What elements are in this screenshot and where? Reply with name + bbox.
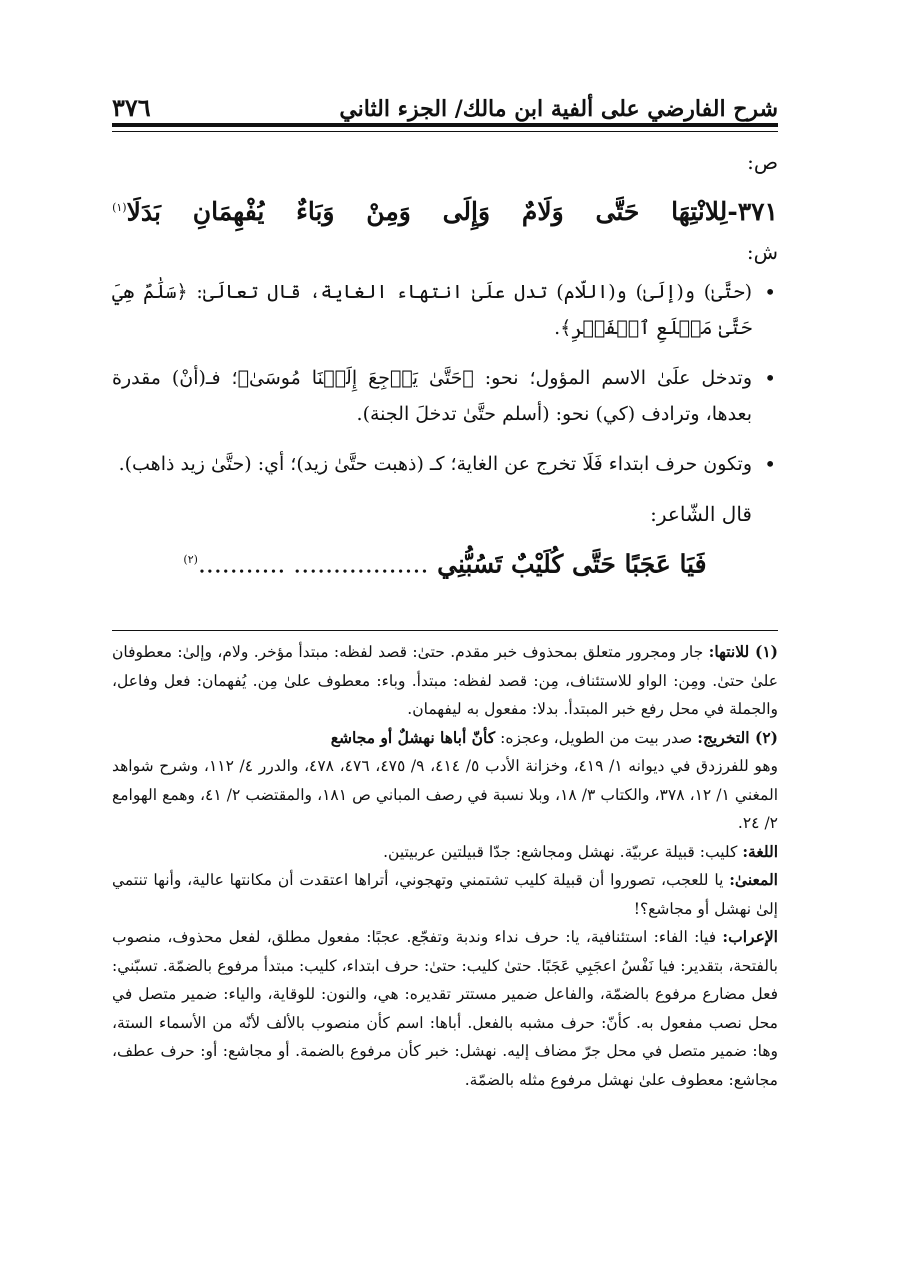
page-number: ٣٧٦ — [112, 93, 151, 122]
verse-word: ٣٧١-لِلانْتِهَا — [671, 197, 778, 227]
explanation-list — [112, 274, 778, 482]
main-text — [112, 140, 778, 583]
poetry-hemistich: فَيَا عَجَبًا حَتَّى كُلَيْبٌ تَسُبُّنِي — [437, 549, 707, 579]
footnotes — [112, 638, 778, 1094]
alfiyya-verse — [112, 190, 778, 230]
verse-word: وَإِلَى — [442, 197, 491, 227]
footnote-marker-2: (٢) — [183, 553, 198, 567]
page-header — [112, 72, 778, 122]
footnote-divider — [112, 630, 778, 631]
running-title: شرح الفارضي على ألفية ابن مالك/ الجزء الثاني — [339, 96, 778, 122]
footnote-1: (١) للانتها: جار ومجرور متعلق بمحذوف خبر مقدم. حتىٰ: قصد لفظه: مبتدأ مؤخر. ولام، وإلىٰ: معطوفان علىٰ حتىٰ. ومِن: الواو للاستئناف، مِن: قصد لفظه: مبتدأ. وباء: معطوف علىٰ مِن. يُفهمان: فعل وفاعل، والجملة في محل رفع خبر المبتدأ. بدلا: مفعول به ليفهمان. — [112, 642, 779, 718]
verse-number: ٣٧١- — [727, 197, 778, 227]
footnote-2-takhrij: (٢) التخريج: صدر بيت من الطويل، وعجزه: كأنّ أباها نهشلٌ أو مجاشع — [330, 727, 778, 747]
footnote-2-sources: وهو للفرزدق في ديوانه ١/ ٤١٩، وخزانة الأدب ٥/ ٤١٤، ٩/ ٤٧٥، ٤٧٦، ٤٧٨، والدرر ٤/ ١١٢، وشرح شواهد المغني ١/ ١٢، ٣٧٨، والكتاب ٣/ ١٨، وبلا نسبة في رصف المباني ص ١٨١، والمقتضب ٢/ ٤١، وهمع الهوامع ٢/ ٢٤. — [112, 757, 779, 832]
header-rule-thin — [112, 131, 778, 132]
footnote-2-maana: المعنىٰ: يا للعجب، تصوروا أن قبيلة كليب تشتمني وتهجوني، أتراها اعتقدت أن مكانتها عالية، وأنها تنتمي إلىٰ نهشل أو مجاشع؟! — [112, 870, 778, 918]
verse-word: وَلَامٌ — [521, 197, 564, 227]
verse-word: يُفْهِمَانِ — [192, 197, 265, 227]
list-item: • وتكون حرف ابتداء فَلَا تخرج عن الغاية؛ كـ (ذهبت حتَّىٰ زيد)؛ أي: (حتَّىٰ زيد ذاهب). — [112, 446, 778, 482]
poetry-citation — [112, 542, 778, 582]
verse-word: وَبَاءٌ — [296, 197, 335, 227]
footnote-2-lugha: اللغة: كليب: قبيلة عربيّة. نهشل ومجاشع: جدّا قبيلتين عربيتين. — [383, 841, 778, 861]
poetry-dots: ................. ........... — [197, 549, 429, 579]
list-item: • وتدخل علَىٰ الاسم المؤول؛ نحو: ﴿حَتَّىٰ يَرۡجِعَ إِلَيۡنَا مُوسَىٰ﴾؛ فـ(أنْ) مقدرة بعدها، وترادف (كي) نحو: (أسلم حتَّىٰ تدخلَ الجنة). — [112, 360, 778, 432]
verse-word: حَتَّى — [595, 197, 640, 227]
footnote-marker-1: (١) — [112, 201, 127, 214]
header-rule-thick — [112, 123, 778, 127]
sad-label: ص: — [747, 150, 778, 174]
verse-word: وَمِنْ — [366, 197, 411, 227]
shin-label: ش: — [746, 240, 778, 265]
verse-word: بَدَلَا$^{(١)}$ — [112, 197, 161, 227]
poet-label: قال الشّاعر: — [650, 502, 752, 527]
list-item: • (حتَّىٰ) و(إلَىٰ) و(اللّام) تدل علَىٰ انتهاء الغاية، قال تعالَىٰ: ﴿سَلَٰمٌ هِيَ حَتَّىٰ مَطۡلَعِ ٱلۡفَجۡرِ﴾. — [112, 274, 778, 346]
footnote-2-irab: الإعراب: فيا: الفاء: استئنافية، يا: حرف نداء وندبة وتفجّع. عجبًا: مفعول مطلق، لفعل محذوف، منصوب بالفتحة، بتقدير: فيا نَفْسُ اعجَبِي عَجَبًا. حتىٰ كليب: حتىٰ: حرف ابتداء، كليب: مبتدأ مرفوع بالضمّة. تسبّني: فعل مضارع مرفوع بالضمّة، والفاعل ضمير مستتر تقديره: هي، والنون: للوقاية، والياء: ضمير متصل في محل نصب مفعول به. كأنّ: حرف مشبه بالفعل. أباها: اسم كأن منصوب بالألف لأنّه من الأسماء الستة، وها: ضمير متصل في محل جرّ مضاف إليه. نهشل: خبر كأن مرفوع بالضمة. أو مجاشع: أو: حرف عطف، مجاشع: معطوف علىٰ نهشل مرفوع مثله بالضمّة. — [112, 927, 778, 1089]
